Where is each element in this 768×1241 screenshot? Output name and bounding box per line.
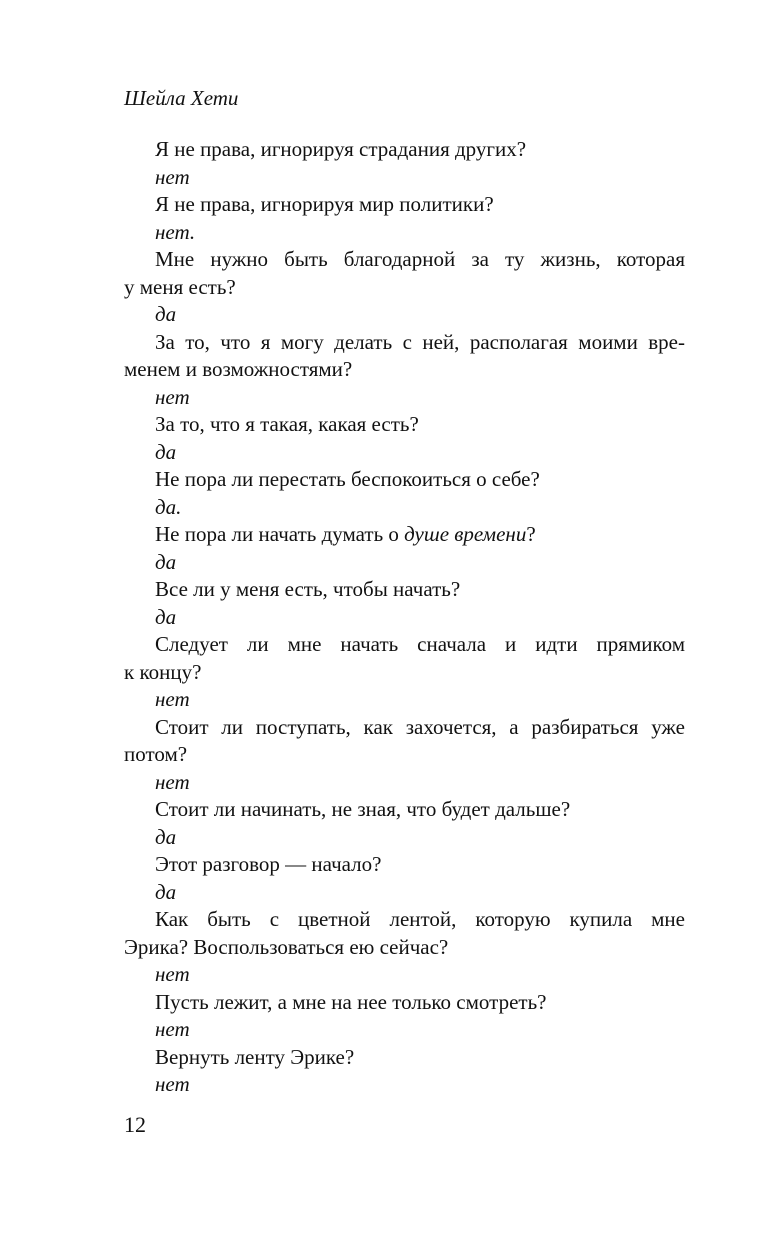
question-mark: ? xyxy=(526,522,536,546)
answer-line: да xyxy=(155,439,177,464)
question-continuation-line: менем и возможностями? xyxy=(124,357,353,381)
answer-line: нет xyxy=(155,164,190,189)
question-line: Пусть лежит, а мне на нее только смотреть? xyxy=(155,989,547,1014)
answer-line: нет xyxy=(155,687,190,711)
question-continuation-line: Эрика? Воспользоваться ею сейчас? xyxy=(124,934,449,959)
answer-line: да xyxy=(155,879,177,904)
question-continuation-line: потом? xyxy=(124,742,188,766)
question-line: Следует ли мне начать сначала и идти прямиком xyxy=(155,632,685,656)
question-line: Мне нужно быть благодарной за ту жизнь, которая xyxy=(155,247,685,271)
question-line: Вернуть ленту Эрике? xyxy=(155,1044,355,1069)
page-body xyxy=(124,136,685,1099)
answer-line: нет xyxy=(155,1017,190,1041)
question-line: Все ли у меня есть, чтобы начать? xyxy=(155,577,461,601)
question-line: Этот разговор — начало? xyxy=(155,852,382,876)
answer-line: нет xyxy=(155,962,190,986)
answer-line: да xyxy=(155,604,177,629)
question-line: За то, что я такая, какая есть? xyxy=(155,412,419,436)
question-line: Стоит ли начинать, не зная, что будет дальше? xyxy=(155,797,571,821)
question-line: Не пора ли перестать беспокоиться о себе? xyxy=(155,467,540,491)
running-head-author: Шейла Хети xyxy=(124,86,239,110)
question-line: Стоит ли поступать, как захочется, а разбираться уже xyxy=(155,714,685,739)
answer-line: да xyxy=(155,302,177,326)
answer-line: да. xyxy=(155,494,182,519)
emphasized-phrase: душе времени xyxy=(404,522,527,546)
question-line: Я не права, игнорируя мир политики? xyxy=(155,192,494,216)
question-line: За то, что я могу делать с ней, располагая моими вре- xyxy=(155,329,685,354)
answer-line: нет xyxy=(155,384,190,409)
question-line: Я не права, игнорируя страдания других? xyxy=(155,137,527,161)
question-continuation-line: к концу? xyxy=(124,659,202,684)
page-number: 12 xyxy=(124,1112,146,1137)
question-text: Не пора ли начать думать о xyxy=(155,522,405,546)
question-line: Как быть с цветной лентой, которую купила мне xyxy=(155,907,685,931)
answer-line: да xyxy=(155,549,177,574)
question-continuation-line: у меня есть? xyxy=(124,274,236,299)
answer-line: нет. xyxy=(155,219,196,244)
answer-line: да xyxy=(155,824,177,849)
answer-line: нет xyxy=(155,769,190,794)
question-line-with-emphasis xyxy=(124,521,685,549)
answer-line: нет xyxy=(155,1072,190,1096)
